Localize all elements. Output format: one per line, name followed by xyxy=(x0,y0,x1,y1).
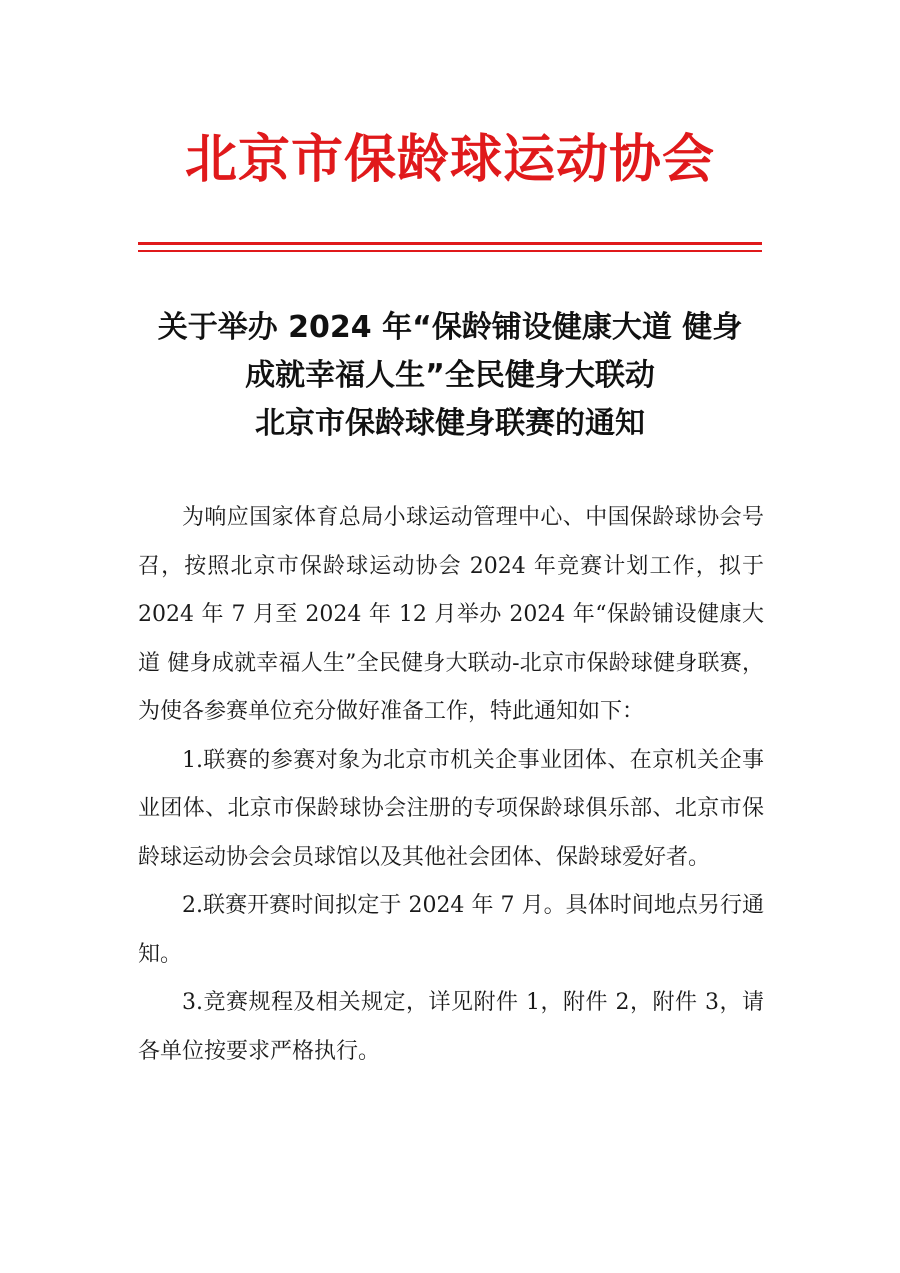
item-1-paragraph: 1.联赛的参赛对象为北京市机关企事业团体、在京机关企事业团体、北京市保龄球协会注册的专项保龄球俱乐部、北京市保龄球运动协会会员球馆以及其他社会团体、保龄球爱好者。 xyxy=(138,747,764,870)
item-3-paragraph: 3.竞赛规程及相关规定，详见附件 1，附件 2，附件 3，请各单位按要求严格执行。 xyxy=(138,990,764,1064)
document-title xyxy=(120,304,780,448)
title-line-1: 关于举办 2024 年“保龄铺设健康大道 健身 xyxy=(157,310,743,345)
title-line-3: 北京市保龄球健身联赛的通知 xyxy=(255,406,645,441)
intro-paragraph: 为响应国家体育总局小球运动管理中心、中国保龄球协会号召，按照北京市保龄球运动协会 2024 年竞赛计划工作，拟于 2024 年 7 月至 2024 年 12 月举办 2024 年“保龄铺设健康大道 健身成就幸福人生”全民健身大联动-北京市保龄球健身联赛，为使各参赛单位充分做好准备工作，特此通知如下： xyxy=(138,505,764,724)
item-2-paragraph: 2.联赛开赛时间拟定于 2024 年 7 月。具体时间地点另行通知。 xyxy=(138,893,764,967)
title-line-2: 成就幸福人生”全民健身大联动 xyxy=(245,358,655,393)
masthead-divider-thin xyxy=(138,250,762,252)
masthead-divider-thick xyxy=(138,242,762,245)
masthead-org-name: 北京市保龄球运动协会 xyxy=(184,129,715,190)
document-body xyxy=(138,494,764,1076)
